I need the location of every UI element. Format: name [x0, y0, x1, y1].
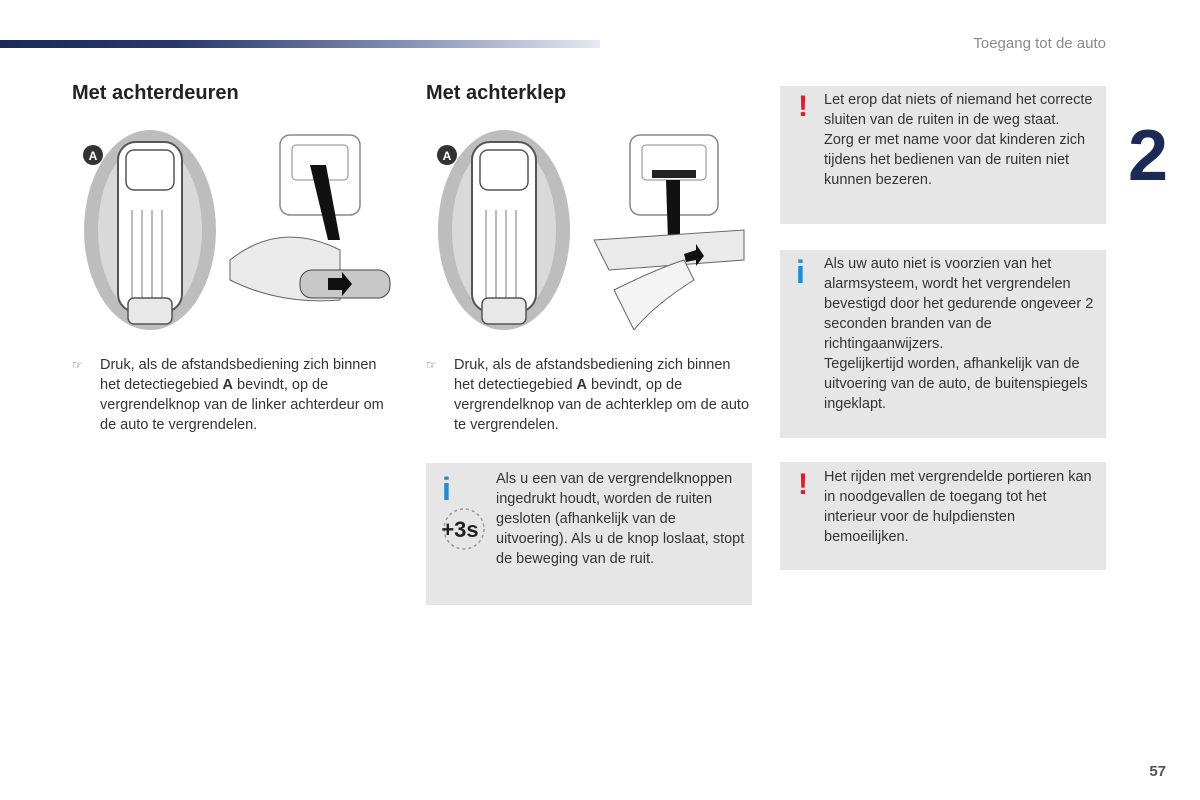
- detection-zone-label: A: [88, 149, 98, 163]
- info-text-2: Tegelijkertijd worden, afhankelijk van de uitvoering van de auto, de buitenspiegels ingeklapt.: [824, 356, 1088, 412]
- heading-rear-doors: Met achterdeuren: [72, 82, 239, 104]
- header-gradient-bar: [0, 40, 600, 48]
- info-icon: i: [796, 254, 805, 290]
- warning-text-2: Zorg er met name voor dat kinderen zich tijdens het bedienen van de ruiten niet kunnen bezeren.: [824, 132, 1086, 188]
- warning-box-emergency: [780, 462, 1106, 570]
- info-icon: i: [442, 471, 451, 507]
- exclamation-icon: !: [798, 468, 808, 501]
- info-text-1: Als uw auto niet is voorzien van het alarmsysteem, wordt het vergrendelen bevestigd door het gedurende ongeveer 2 seconden branden van de richtingaanwijzers.: [824, 256, 1094, 352]
- warning-text-emergency: Het rijden met vergrendelde portieren kan in noodgevallen de toegang tot het interieur voor de hulpdiensten bemoeilijken.: [824, 469, 1092, 545]
- warning-text-1: Let erop dat niets of niemand het correcte sluiten van de ruiten in de weg staat.: [824, 92, 1093, 128]
- page-number: 57: [1149, 763, 1166, 780]
- warning-box-windows: [780, 86, 1106, 224]
- pointing-hand-icon: ☞: [72, 358, 83, 372]
- timer-3s-icon: [434, 507, 486, 553]
- bullet-tailgate: ☞ Druk, als de afstandsbediening zich binnen het detectiegebied A bevindt, op de vergrendelknop van de achterklep om de auto te vergrendelen.: [426, 357, 750, 433]
- chapter-number: 2: [1128, 116, 1169, 196]
- rear-doors-illustration: [80, 130, 400, 330]
- exclamation-icon: !: [798, 90, 808, 123]
- tailgate-illustration: [434, 130, 754, 330]
- info-box-alarm: [780, 250, 1106, 438]
- svg-text:+3s: +3s: [441, 517, 479, 542]
- page-header-title: Toegang tot de auto: [973, 35, 1106, 52]
- info-box-window-close: [426, 463, 752, 605]
- bullet-rear-doors: ☞ Druk, als de afstandsbediening zich binnen het detectiegebied A bevindt, op de vergrendelknop van de linker achterdeur om de auto te vergrendelen.: [72, 357, 384, 433]
- detection-zone-label: A: [442, 149, 452, 163]
- info-box-text: Als u een van de vergrendelknoppen ingedrukt houdt, worden de ruiten gesloten (afhankelijk van de uitvoering). Als u de knop loslaat, stopt de beweging van de ruit.: [496, 471, 745, 567]
- heading-tailgate: Met achterklep: [426, 82, 567, 104]
- pointing-hand-icon: ☞: [426, 358, 437, 372]
